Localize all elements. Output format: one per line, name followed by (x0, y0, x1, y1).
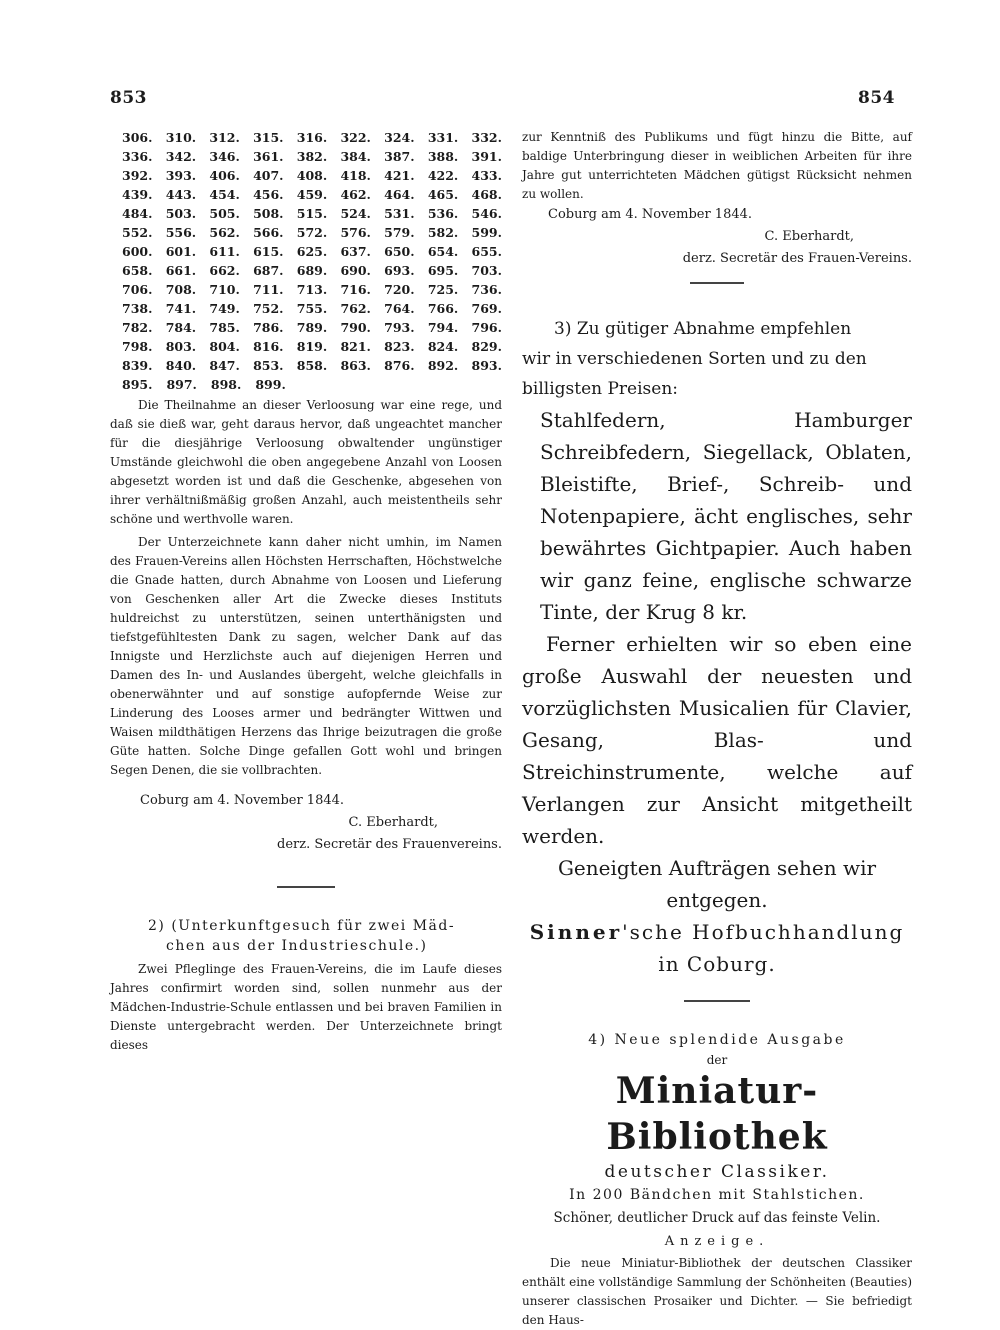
lottery-number: 536. (427, 206, 459, 221)
miniatur-bibliothek-title: Miniatur-Bibliothek (606, 1070, 828, 1158)
lottery-number: 764. (384, 301, 415, 316)
lottery-number: 749. (209, 301, 240, 316)
lottery-number: 693. (384, 263, 415, 278)
lottery-number: 853. (253, 358, 284, 373)
lottery-number: 408. (296, 168, 328, 183)
lottery-number: 706. (122, 282, 153, 297)
heading-der: der (706, 1053, 728, 1067)
signature-role-right: derz. Secretär des Frauen-Vereins. (682, 251, 912, 266)
section-divider-right-1 (690, 282, 744, 284)
lottery-number: 464. (384, 187, 415, 202)
lottery-number: 858. (296, 358, 328, 373)
lottery-number: 711. (253, 282, 284, 297)
lottery-number: 433. (471, 168, 502, 183)
number-row (110, 147, 502, 166)
lottery-number: 655. (471, 244, 502, 259)
lottery-number: 898. (210, 377, 242, 392)
lottery-number: 654. (427, 244, 459, 259)
lottery-number: 322. (340, 130, 371, 145)
lottery-number: 840. (165, 358, 197, 373)
lottery-number: 823. (384, 339, 415, 354)
lottery-number: 736. (471, 282, 502, 297)
paragraph-participation: Die Theilnahme an dieser Verloosung war eine rege, und daß sie dieß war, geht daraus hervor, daß ungeachtet mancher für die diesjährige Verloosung obwaltender ungünstiger Umstände gleichwohl die oben angegebene Anzahl von Loosen abgesetzt worden ist und daß die Geschenke, abgesehen von ihrer verhältnißmäßig großen Anzahl, auch meistentheils sehr schöne und werthvolle waren. (110, 398, 502, 526)
paragraph-thanks: Der Unterzeichnete kann daher nicht umhin, im Namen des Frauen-Vereins allen Höchsten Herrschaften, Höchstwelche die Gnade hatten, durch Abnahme von Loosen und Lieferung von Geschenken aller Art die Zwecke dieses Instituts huldreichst zu unterstützen, seinen unterthänigsten und tiefstgefühltesten Dank zu sagen, welcher Dank auf das Innigste und Herzlichste auch auf diejenigen Herren und Damen des In- und Auslandes übergeht, welche gleichfalls in obenerwähnter und auf sonstige aufopfernde Weise zur Linderung des Looses armer und bedrängter Wittwen und Waisen mildthätigen Herzens das Ihrige beizutragen die große Güte hatten. Solche Dinge gefallen Gott wohl und bringen Segen Denen, die sie vollbrachten. (110, 535, 502, 777)
lottery-number: 790. (340, 320, 371, 335)
lottery-number: 508. (253, 206, 284, 221)
ad-3-closing: Geneigten Aufträgen sehen wir entgegen. (557, 856, 877, 912)
ad-3-place: in Coburg. (658, 952, 776, 976)
lottery-number: 601. (165, 244, 197, 259)
lottery-number: 752. (253, 301, 284, 316)
lottery-number: 895. (122, 377, 153, 392)
lottery-number: 387. (384, 149, 415, 164)
lottery-number: 552. (122, 225, 153, 240)
lottery-number: 312. (209, 130, 240, 145)
signature-role: derz. Secretär des Frauenvereins. (277, 837, 502, 852)
lottery-number: 766. (427, 301, 459, 316)
lottery-number: 798. (122, 339, 153, 354)
lottery-number: 566. (253, 225, 284, 240)
section-divider (277, 886, 335, 888)
lottery-number: 824. (427, 339, 459, 354)
lottery-number: 418. (340, 168, 371, 183)
number-row (110, 280, 502, 299)
subtitle-volumes: In 200 Bändchen mit Stahlstichen. (569, 1187, 865, 1203)
lottery-number: 847. (209, 358, 240, 373)
lottery-number: 331. (427, 130, 459, 145)
number-row (110, 166, 502, 185)
lottery-number: 611. (209, 244, 240, 259)
paragraph-accommodation: Zwei Pfleglinge des Frauen-Vereins, die im Laufe dieses Jahres confirmirt worden sind, sollen nunmehr aus der Mädchen-Industrie-Schule entlassen und bei braven Familien in Dienste untergebracht werden. Der Unterzeichnete bringt dieses (110, 962, 502, 1052)
lottery-number: 582. (427, 225, 459, 240)
lottery-number: 462. (340, 187, 371, 202)
lottery-number: 695. (427, 263, 459, 278)
lottery-number: 839. (122, 358, 153, 373)
lottery-number: 315. (253, 130, 284, 145)
lottery-number: 572. (296, 225, 328, 240)
lottery-number: 515. (296, 206, 328, 221)
lottery-number: 876. (384, 358, 415, 373)
lottery-number: 689. (296, 263, 328, 278)
lottery-number: 662. (209, 263, 240, 278)
paragraph-continuation: zur Kenntniß des Publikums und fügt hinzu die Bitte, auf baldige Unterbringung dieser in weiblichen Arbeiten für ihre Jahre gut unterrichteten Mädchen gütigst Rücksicht nehmen zu wollen. (522, 130, 912, 201)
lottery-number: 637. (340, 244, 371, 259)
lottery-number: 421. (384, 168, 415, 183)
left-column (110, 128, 502, 1055)
number-row (110, 299, 502, 318)
lottery-number: 524. (340, 206, 371, 221)
lottery-number: 531. (384, 206, 415, 221)
lottery-number: 484. (122, 206, 153, 221)
number-row (110, 356, 502, 375)
page-number-left: 853 (110, 88, 147, 108)
date-line: Coburg am 4. November 1844. (140, 793, 345, 808)
lottery-number: 690. (340, 263, 371, 278)
date-line-right: Coburg am 4. November 1844. (548, 207, 753, 222)
lottery-number: 576. (340, 225, 371, 240)
lottery-number: 899. (255, 377, 286, 392)
lottery-number: 782. (122, 320, 153, 335)
lottery-number: 556. (165, 225, 197, 240)
lottery-number: 316. (296, 130, 328, 145)
lottery-number: 503. (165, 206, 197, 221)
lottery-number: 465. (427, 187, 459, 202)
lottery-number: 310. (165, 130, 197, 145)
section-divider-right-2 (684, 1000, 750, 1002)
lottery-number: 762. (340, 301, 371, 316)
lottery-number: 579. (384, 225, 415, 240)
number-row (110, 242, 502, 261)
lottery-number: 407. (253, 168, 284, 183)
lottery-number: 796. (471, 320, 502, 335)
firm-name-bold: Sinner (529, 920, 623, 944)
lottery-number-list (110, 128, 502, 394)
lottery-number: 439. (122, 187, 153, 202)
lottery-number: 786. (253, 320, 284, 335)
lottery-number: 738. (122, 301, 153, 316)
ad-3-line3: billigsten Preisen: (522, 379, 679, 399)
section-heading-2-line1: 2) (Unterkunftgesuch für zwei Mäd- (148, 918, 456, 934)
lottery-number: 829. (471, 339, 502, 354)
lottery-number: 443. (165, 187, 197, 202)
lottery-number: 794. (427, 320, 459, 335)
lottery-number: 324. (384, 130, 415, 145)
lottery-number: 893. (471, 358, 502, 373)
ad-3-firm (522, 916, 912, 948)
lottery-number: 819. (296, 339, 328, 354)
lottery-number: 599. (471, 225, 502, 240)
lottery-number: 615. (253, 244, 284, 259)
ad-3-products: Stahlfedern, Hamburger Schreibfedern, Siegellack, Oblaten, Bleistifte, Brief-, Schreib- und Notenpapiere, ächt englisches, sehr bewährtes Gichtpapier. Auch haben wir ganz feine, englische schwarze Tinte, der Krug 8 kr. (540, 408, 912, 624)
subtitle-print: Schöner, deutlicher Druck auf das feinste Velin. (553, 1210, 881, 1226)
signature-name: C. Eberhardt, (348, 815, 438, 830)
lottery-number: 346. (209, 149, 240, 164)
lottery-number: 454. (209, 187, 240, 202)
right-column (522, 128, 912, 1330)
ad-3-line1: 3) Zu gütiger Abnahme empfehlen (554, 319, 852, 339)
lottery-number: 625. (296, 244, 328, 259)
lottery-number: 393. (165, 168, 197, 183)
lottery-number: 384. (340, 149, 371, 164)
lottery-number: 336. (122, 149, 153, 164)
lottery-number: 382. (296, 149, 328, 164)
number-row (110, 375, 502, 394)
lottery-number: 741. (165, 301, 197, 316)
lottery-number: 708. (165, 282, 197, 297)
lottery-number: 406. (209, 168, 240, 183)
number-row (110, 318, 502, 337)
lottery-number: 600. (122, 244, 153, 259)
lottery-number: 306. (122, 130, 153, 145)
subtitle-classiker: deutscher Classiker. (604, 1162, 830, 1182)
section-heading-2 (148, 916, 502, 956)
page-number-right: 854 (858, 88, 895, 108)
section-heading-4: 4) Neue splendide Ausgabe (588, 1032, 846, 1048)
lottery-number: 821. (340, 339, 371, 354)
lottery-number: 422. (427, 168, 459, 183)
lottery-number: 546. (471, 206, 502, 221)
number-row (110, 337, 502, 356)
lottery-number: 769. (471, 301, 502, 316)
lottery-number: 332. (471, 130, 502, 145)
paragraph-miniatur: Die neue Miniatur-Bibliothek der deutschen Classiker enthält eine vollständige Sammlung der Schönheiten (Beauties) unserer classischen Prosaiker und Dichter. — Sie befriedigt den Haus- (522, 1256, 912, 1327)
lottery-number: 863. (340, 358, 371, 373)
lottery-number: 562. (209, 225, 240, 240)
lottery-number: 803. (165, 339, 197, 354)
lottery-number: 342. (165, 149, 197, 164)
lottery-number: 784. (165, 320, 197, 335)
lottery-number: 710. (209, 282, 240, 297)
lottery-number: 785. (209, 320, 240, 335)
number-row (110, 204, 502, 223)
number-row (110, 223, 502, 242)
lottery-number: 361. (253, 149, 284, 164)
ad-3-music: Ferner erhielten wir so eben eine große Auswahl der neuesten und vorzüglichsten Musicalien für Clavier, Gesang, Blas- und Streichinstrumente, welche auf Verlangen zur Ansicht mitgetheilt werden. (522, 632, 912, 848)
number-row (110, 128, 502, 147)
lottery-number: 650. (384, 244, 415, 259)
lottery-number: 459. (296, 187, 328, 202)
signature-name-right: C. Eberhardt, (764, 229, 854, 244)
number-row (110, 185, 502, 204)
lottery-number: 816. (253, 339, 284, 354)
lottery-number: 804. (209, 339, 240, 354)
number-row (110, 261, 502, 280)
lottery-number: 661. (165, 263, 197, 278)
lottery-number: 713. (296, 282, 328, 297)
lottery-number: 793. (384, 320, 415, 335)
lottery-number: 391. (471, 149, 502, 164)
lottery-number: 789. (296, 320, 328, 335)
lottery-number: 468. (471, 187, 502, 202)
lottery-number: 456. (253, 187, 284, 202)
lottery-number: 755. (296, 301, 328, 316)
lottery-number: 892. (427, 358, 459, 373)
lottery-number: 658. (122, 263, 153, 278)
heading-anzeige: Anzeige. (664, 1234, 770, 1249)
lottery-number: 505. (209, 206, 240, 221)
lottery-number: 703. (471, 263, 502, 278)
lottery-number: 897. (166, 377, 197, 392)
ad-3-line2: wir in verschiedenen Sorten und zu den (522, 349, 867, 369)
lottery-number: 716. (340, 282, 371, 297)
lottery-number: 392. (122, 168, 153, 183)
lottery-number: 720. (384, 282, 415, 297)
lottery-number: 687. (253, 263, 284, 278)
lottery-number: 388. (427, 149, 459, 164)
firm-name-rest: 'sche Hofbuchhandlung (622, 920, 905, 944)
lottery-number: 725. (427, 282, 459, 297)
section-heading-2-line2: chen aus der Industrieschule.) (166, 938, 428, 954)
